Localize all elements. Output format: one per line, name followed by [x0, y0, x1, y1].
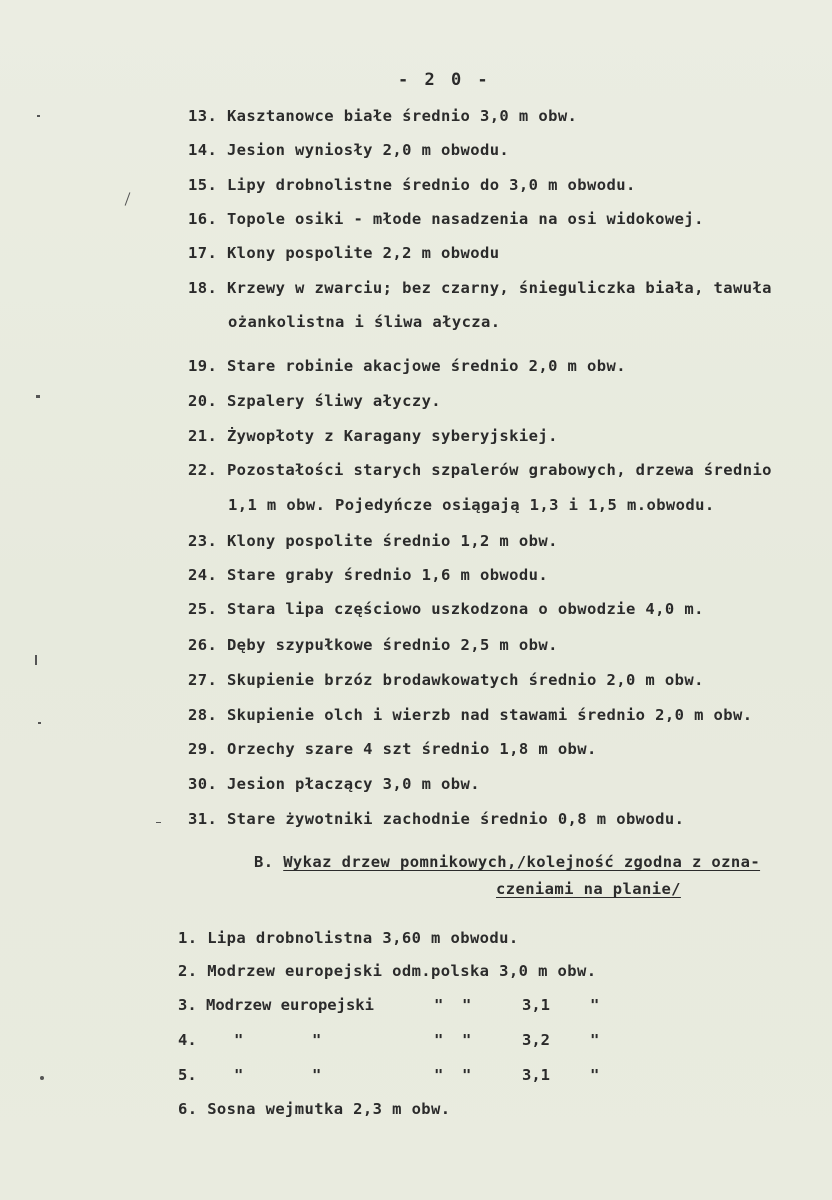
section-b-heading: B. Wykaz drzew pomnikowych,/kolejność zgodna z ozna- [254, 853, 761, 871]
margin-speck [125, 192, 131, 205]
row-value: 3,1 [522, 996, 550, 1014]
page-number: - 2 0 - [398, 70, 491, 90]
list-item: 13. Kasztanowce białe średnio 3,0 m obw. [188, 107, 578, 125]
row-label: 3. Modrzew europejski [178, 996, 374, 1014]
list-item: 22. Pozostałości starych szpalerów grabowych, drzewa średnio [188, 461, 772, 479]
list-item: 23. Klony pospolite średnio 1,2 m obw. [188, 532, 558, 550]
row-label: 4. [178, 1031, 197, 1049]
row-label: 5. [178, 1066, 197, 1084]
ditto-mark: " [462, 1031, 472, 1049]
row-value: 3,2 [522, 1031, 550, 1049]
ditto-mark: " [312, 1066, 322, 1084]
monument-item: 2. Modrzew europejski odm.polska 3,0 m obw. [178, 962, 597, 980]
ditto-mark: " [590, 1066, 600, 1084]
list-item: 17. Klony pospolite 2,2 m obwodu [188, 244, 500, 262]
list-item: 31. Stare żywotniki zachodnie średnio 0,8 m obwodu. [188, 810, 685, 828]
margin-speck [156, 822, 161, 823]
ditto-mark: " [462, 996, 472, 1014]
list-item: 30. Jesion płaczący 3,0 m obw. [188, 775, 480, 793]
list-item: 16. Topole osiki - młode nasadzenia na osi widokowej. [188, 210, 704, 228]
list-item: 27. Skupienie brzóz brodawkowatych średnio 2,0 m obw. [188, 671, 704, 689]
ditto-mark: " [434, 1066, 444, 1084]
margin-speck [40, 1076, 44, 1080]
ditto-mark: " [234, 1031, 244, 1049]
list-item: 18. Krzewy w zwarciu; bez czarny, śnieguliczka biała, tawuła [188, 279, 772, 297]
margin-speck [37, 115, 40, 117]
list-item-continuation: 1,1 m obw. Pojedyńcze osiągają 1,3 i 1,5 m.obwodu. [228, 496, 715, 514]
ditto-mark: " [312, 1031, 322, 1049]
section-b-heading-continuation: czeniami na planie/ [496, 880, 681, 898]
ditto-mark: " [590, 1031, 600, 1049]
ditto-mark: " [434, 1031, 444, 1049]
list-item: 19. Stare robinie akacjowe średnio 2,0 m obw. [188, 357, 626, 375]
list-item: 24. Stare graby średnio 1,6 m obwodu. [188, 566, 549, 584]
list-item: 25. Stara lipa częściowo uszkodzona o obwodzie 4,0 m. [188, 600, 704, 618]
margin-speck [36, 395, 40, 398]
ditto-mark: " [234, 1066, 244, 1084]
margin-speck [38, 722, 41, 724]
list-item: 15. Lipy drobnolistne średnio do 3,0 m obwodu. [188, 176, 636, 194]
list-item: 21. Żywopłoty z Karagany syberyjskiej. [188, 427, 558, 445]
ditto-mark: " [462, 1066, 472, 1084]
margin-speck [35, 655, 37, 665]
monument-item: 1. Lipa drobnolistna 3,60 m obwodu. [178, 929, 519, 947]
list-item: 14. Jesion wyniosły 2,0 m obwodu. [188, 141, 510, 159]
ditto-mark: " [590, 996, 600, 1014]
list-item-continuation: ożankolistna i śliwa ałycza. [228, 313, 501, 331]
list-item: 29. Orzechy szare 4 szt średnio 1,8 m obw. [188, 740, 597, 758]
monument-item: 6. Sosna wejmutka 2,3 m obw. [178, 1100, 451, 1118]
list-item: 20. Szpalery śliwy ałyczy. [188, 392, 442, 410]
list-item: 26. Dęby szypułkowe średnio 2,5 m obw. [188, 636, 558, 654]
row-value: 3,1 [522, 1066, 550, 1084]
list-item: 28. Skupienie olch i wierzb nad stawami średnio 2,0 m obw. [188, 706, 753, 724]
ditto-mark: " [434, 996, 444, 1014]
